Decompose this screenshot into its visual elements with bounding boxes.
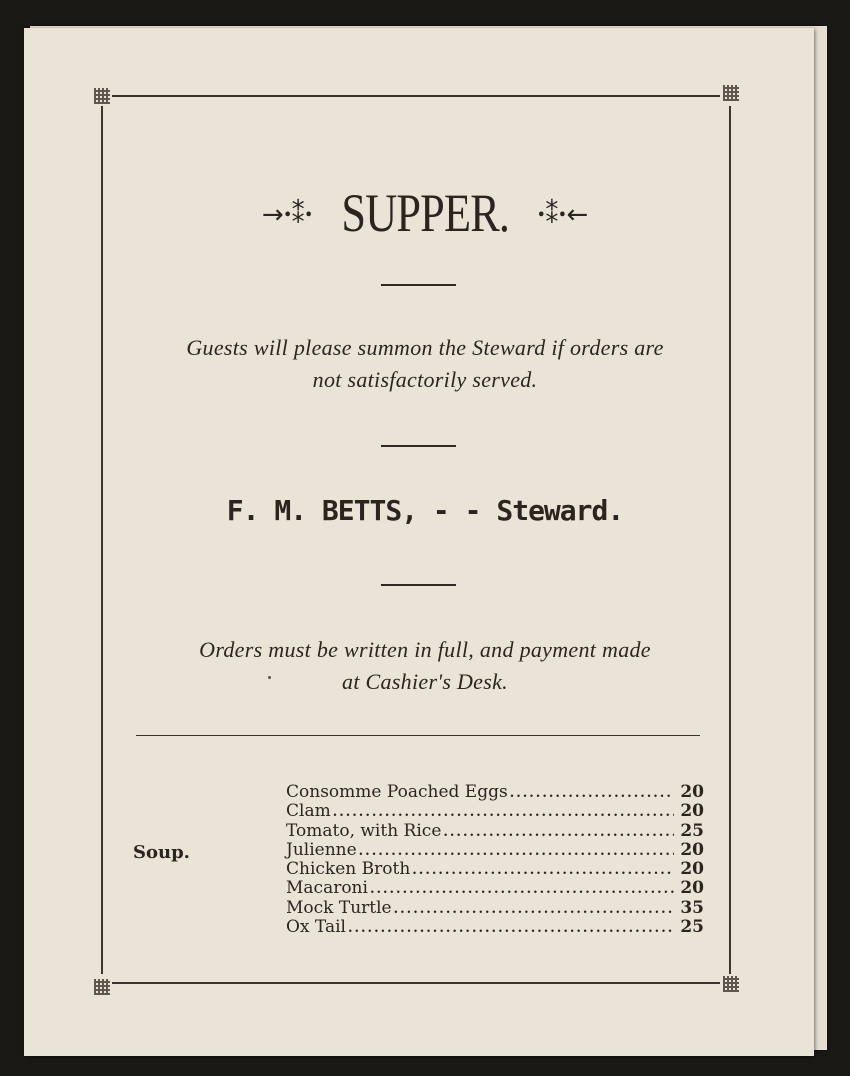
steward-line: F. M. BETTS, - - Steward. <box>226 494 624 527</box>
notice-steward-line-2: not satisfactorily served. <box>312 367 538 392</box>
notice-orders-line-2: at Cashier's Desk. <box>342 669 508 694</box>
menu-item <box>286 918 704 937</box>
menu-item-price: 20 <box>680 878 704 899</box>
menu-item <box>286 822 704 841</box>
menu-item-price: 20 <box>680 782 704 802</box>
menu-item-price: 20 <box>680 839 704 860</box>
menu-item-name: Macaroni <box>286 878 368 899</box>
notice-orders-line-1: Orders must be written in full, and payment made <box>199 637 651 662</box>
menu-item-name: Clam <box>286 801 331 822</box>
menu-item-name: Tomato, with Rice <box>286 820 442 841</box>
ornament-right: ꞏ⁑ꞏ← <box>537 200 589 230</box>
border-bottom <box>112 982 720 984</box>
menu-item-name: Mock Turtle <box>286 897 392 918</box>
menu-item-price: 20 <box>680 859 704 880</box>
paper-speck <box>268 676 271 679</box>
section-divider <box>136 735 700 736</box>
divider-1 <box>381 284 456 286</box>
menu-item <box>286 841 704 860</box>
section-label-soup: Soup. <box>133 842 190 863</box>
corner-ornament-top-left <box>94 88 110 104</box>
menu-item <box>286 879 704 898</box>
dot-leader <box>333 803 674 822</box>
menu-item-price: 25 <box>680 917 704 938</box>
menu-item <box>286 783 704 802</box>
menu-item-name: Chicken Broth <box>286 859 411 880</box>
divider-2 <box>381 445 456 447</box>
title-row <box>0 182 850 244</box>
dot-leader <box>412 861 674 880</box>
border-top <box>112 95 720 97</box>
dot-leader <box>394 900 674 919</box>
menu-item-name: Ox Tail <box>286 917 346 938</box>
menu-item-price: 25 <box>680 820 704 841</box>
ornament-left: →ꞏ⁑ꞏ <box>261 200 313 230</box>
dot-leader <box>348 919 674 938</box>
menu-item <box>286 860 704 879</box>
dot-leader <box>510 784 674 803</box>
menu-item-name: Julienne <box>286 839 357 860</box>
menu-item <box>286 899 704 918</box>
soup-menu-list <box>286 783 704 937</box>
divider-3 <box>381 584 456 586</box>
corner-ornament-bottom-left <box>94 979 110 995</box>
notice-orders <box>0 634 850 698</box>
dot-leader <box>370 880 674 899</box>
notice-steward <box>0 332 850 396</box>
corner-ornament-top-right <box>723 85 739 101</box>
dot-leader <box>443 823 674 842</box>
menu-item-name: Consomme Poached Eggs <box>286 782 508 802</box>
menu-item-price: 35 <box>680 897 704 918</box>
corner-ornament-bottom-right <box>723 976 739 992</box>
menu-item-price: 20 <box>680 801 704 822</box>
menu-title: SUPPER. <box>341 183 509 243</box>
menu-item <box>286 802 704 821</box>
notice-steward-line-1: Guests will please summon the Steward if orders are <box>186 335 664 360</box>
